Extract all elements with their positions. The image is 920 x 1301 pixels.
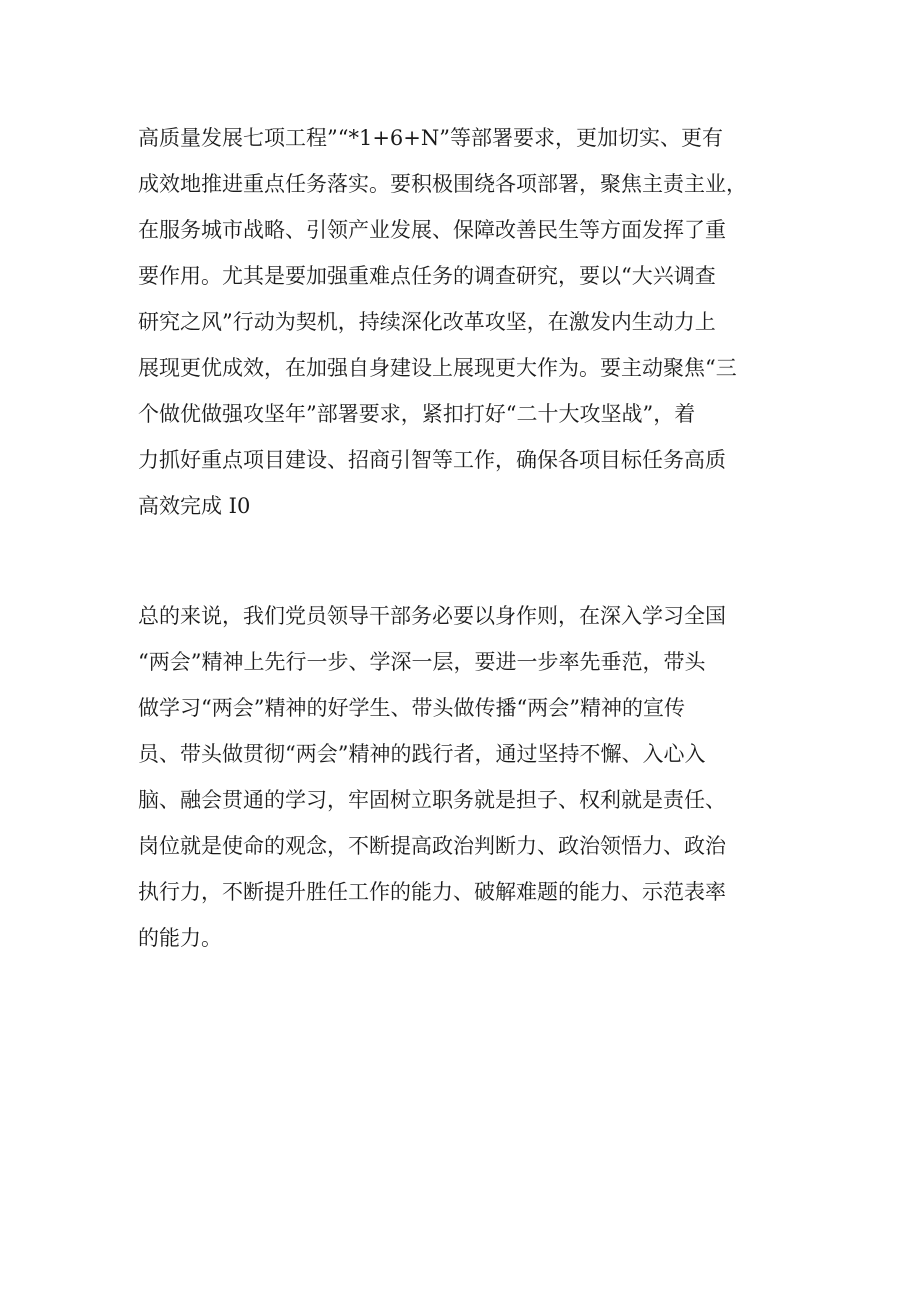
paragraph-line: 员、带头做贯彻“两会”精神的践行者，通过坚持不懈、入心入 — [138, 742, 706, 766]
paragraph-line: “两会”精神上先行一步、学深一层，要进一步率先垂范，带头 — [138, 650, 706, 674]
paragraph-line: 高质量发展七项工程”“*1+6+N”等部署要求，更加切实、更有 — [138, 126, 723, 150]
paragraph-line: 总的来说，我们党员领导干部务必要以身作则，在深入学习全国 — [138, 604, 726, 628]
paragraph-line: 岗位就是使命的观念，不断提高政治判断力、政治领悟力、政治 — [138, 834, 726, 858]
paragraph-line: 做学习“两会”精神的好学生、带头做传播“两会”精神的宣传 — [138, 696, 685, 720]
paragraph-line: 个做优做强攻坚年”部署要求，紧扣打好“二十大攻坚战”，着 — [138, 402, 696, 426]
paragraph-line: 成效地推进重点任务落实。要积极围绕各项部署，聚焦主责主业， — [138, 172, 747, 196]
paragraph-line: 的能力。 — [138, 926, 222, 950]
paragraph-line: 脑、融会贯通的学习，牢固树立职务就是担子、权利就是责任、 — [138, 788, 726, 812]
paragraph-1 — [138, 115, 818, 529]
paragraph-line: 要作用。尤其是要加强重难点任务的调查研究，要以“大兴调查 — [138, 264, 716, 288]
paragraph-line: 在服务城市战略、引领产业发展、保障改善民生等方面发挥了重 — [138, 218, 726, 242]
paragraph-line: 高效完成 I0 — [138, 494, 251, 518]
paragraph-2 — [138, 593, 818, 961]
paragraph-line: 力抓好重点项目建设、招商引智等工作，确保各项目标任务高质 — [138, 448, 726, 472]
paragraph-line: 展现更优成效，在加强自身建设上展现更大作为。要主动聚焦“三 — [138, 356, 737, 380]
paragraph-line: 执行力，不断提升胜任工作的能力、破解难题的能力、示范表率 — [138, 880, 726, 904]
paragraph-line: 研究之风”行动为契机，持续深化改革攻坚，在激发内生动力上 — [138, 310, 716, 334]
